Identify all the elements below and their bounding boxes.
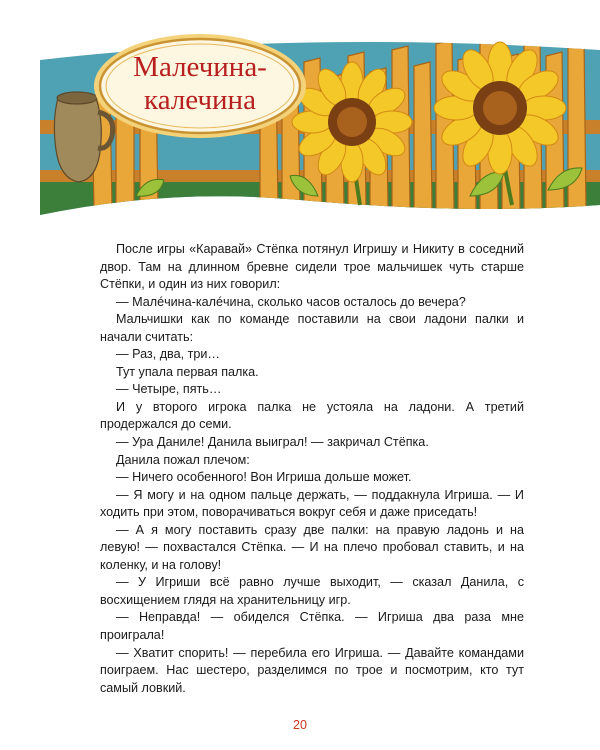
paragraph: — Хватит спорить! — перебила его Игриша. — Давайте командами поиграем. Нас шестеро, разделимся по трое и посмотрим, кто тут самый ловкий. bbox=[100, 645, 524, 695]
paragraph: После игры «Каравай» Стёпка потянул Игришу и Никиту в соседний двор. Там на длинном бревне сидели трое мальчишек чуть старше Стёпки, и один из них говорил: bbox=[100, 242, 524, 292]
paragraph: — Малéчина-калéчина, сколько часов осталось до вечера? bbox=[116, 294, 466, 309]
paragraph: — Раз, два, три… bbox=[116, 347, 221, 362]
chapter-title bbox=[104, 38, 296, 130]
paragraph: — Четыре, пять… bbox=[116, 382, 222, 397]
chapter-title-line2: калечина bbox=[144, 84, 256, 116]
paragraph: И у второго игрока палка не устояла на ладони. А третий продержался до семи. bbox=[100, 399, 524, 432]
paragraph: Мальчишки как по команде поставили на свои ладони палки и начали считать: bbox=[100, 312, 524, 344]
paragraph: — Неправда! — обиделся Стёпка. — Игриша два раза мне проиграла! bbox=[100, 610, 524, 643]
story-text bbox=[100, 241, 524, 697]
header-illustration bbox=[0, 0, 600, 230]
paragraph: Тут упала первая палка. bbox=[116, 364, 259, 379]
paragraph: — А я могу поставить сразу две палки: на правую ладонь и на левую! — похвастался Стёпка. — И на плечо пробовал ставить, и на коленку, и на голову! bbox=[100, 522, 524, 572]
paragraph: — Ура Даниле! Данила выиграл! — закричал Стёпка. bbox=[116, 435, 429, 450]
chapter-title-line1: Малечина- bbox=[133, 51, 267, 83]
page-number: 20 bbox=[293, 718, 307, 732]
paragraph: — Ничего особенного! Вон Игриша дольше может. bbox=[116, 470, 412, 485]
paragraph: — Я могу и на одном пальце держать, — поддакнула Игриша. — И ходить при этом, поворачиваться вокруг себя и даже приседать! bbox=[100, 487, 524, 520]
paragraph: Данила пожал плечом: bbox=[116, 452, 250, 467]
fence-sunflower-illustration bbox=[0, 0, 600, 230]
paragraph: — У Игриши всё равно лучше выходит, — сказал Данила, с восхищением глядя на хранительницу игр. bbox=[100, 575, 524, 607]
